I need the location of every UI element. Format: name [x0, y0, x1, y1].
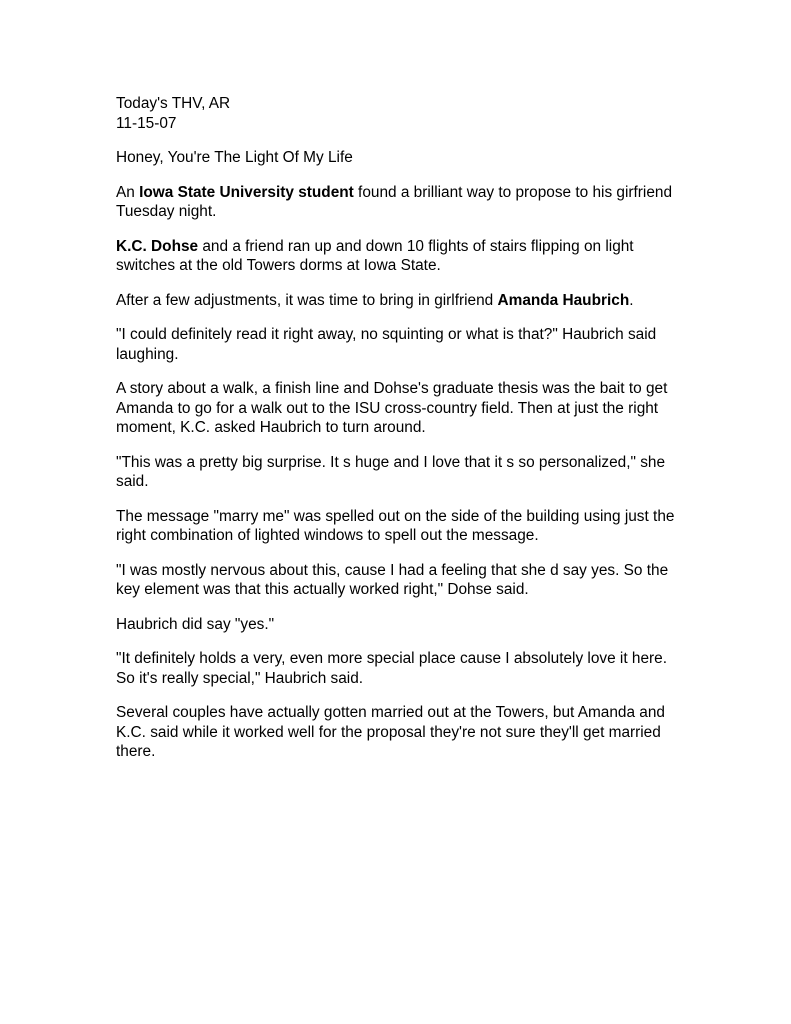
source-line: Today's THV, AR [116, 95, 231, 112]
paragraph-2 [116, 237, 676, 276]
paragraph-1-bold: Iowa State University student [139, 183, 354, 201]
paragraph-9: Haubrich did say "yes." [116, 615, 275, 633]
paragraph-1-text-c: found a brilliant way to propose to his girfriend Tuesday night. [116, 183, 673, 220]
paragraph-1 [116, 183, 676, 222]
paragraph-10: "It definitely holds a very, even more special place cause I absolutely love it here. So it's really special," Haubrich said. [116, 650, 667, 687]
document-header [116, 94, 676, 133]
paragraph-8: "I was mostly nervous about this, cause I had a feeling that she d say yes. So the key element was that this actually worked right," Dohse said. [116, 561, 669, 598]
date-line: 11-15-07 [116, 114, 177, 132]
paragraph-4: "I could definitely read it right away, no squinting or what is that?" Haubrich said laughing. [116, 326, 657, 363]
paragraph-2-bold: K.C. Dohse [116, 237, 199, 255]
paragraph-7: The message "marry me" was spelled out on the side of the building using just the right combination of lighted windows to spell out the message. [116, 507, 675, 544]
paragraph-3-text-c: . [629, 291, 634, 309]
paragraph-3-bold: Amanda Haubrich [497, 291, 630, 309]
paragraph-11: Several couples have actually gotten married out at the Towers, but Amanda and K.C. said while it worked well for the proposal they're not sure they'll get married there. [116, 704, 665, 760]
paragraph-3 [116, 291, 676, 311]
paragraph-5: A story about a walk, a finish line and Dohse's graduate thesis was the bait to get Amanda to go for a walk out to the ISU cross-country field. Then at just the right moment, K.C. asked Haubrich to turn around. [116, 380, 668, 436]
document-page [116, 94, 676, 777]
paragraph-2-text-c: and a friend ran up and down 10 flights of stairs flipping on light switches at the old Towers dorms at Iowa State. [116, 237, 634, 274]
article-title: Honey, You're The Light Of My Life [116, 149, 353, 166]
paragraph-1-text-a: An [116, 183, 140, 201]
paragraph-3-text-a: After a few adjustments, it was time to bring in girlfriend [116, 291, 498, 309]
paragraph-6: "This was a pretty big surprise. It s huge and I love that it s so personalized," she said. [116, 453, 666, 490]
